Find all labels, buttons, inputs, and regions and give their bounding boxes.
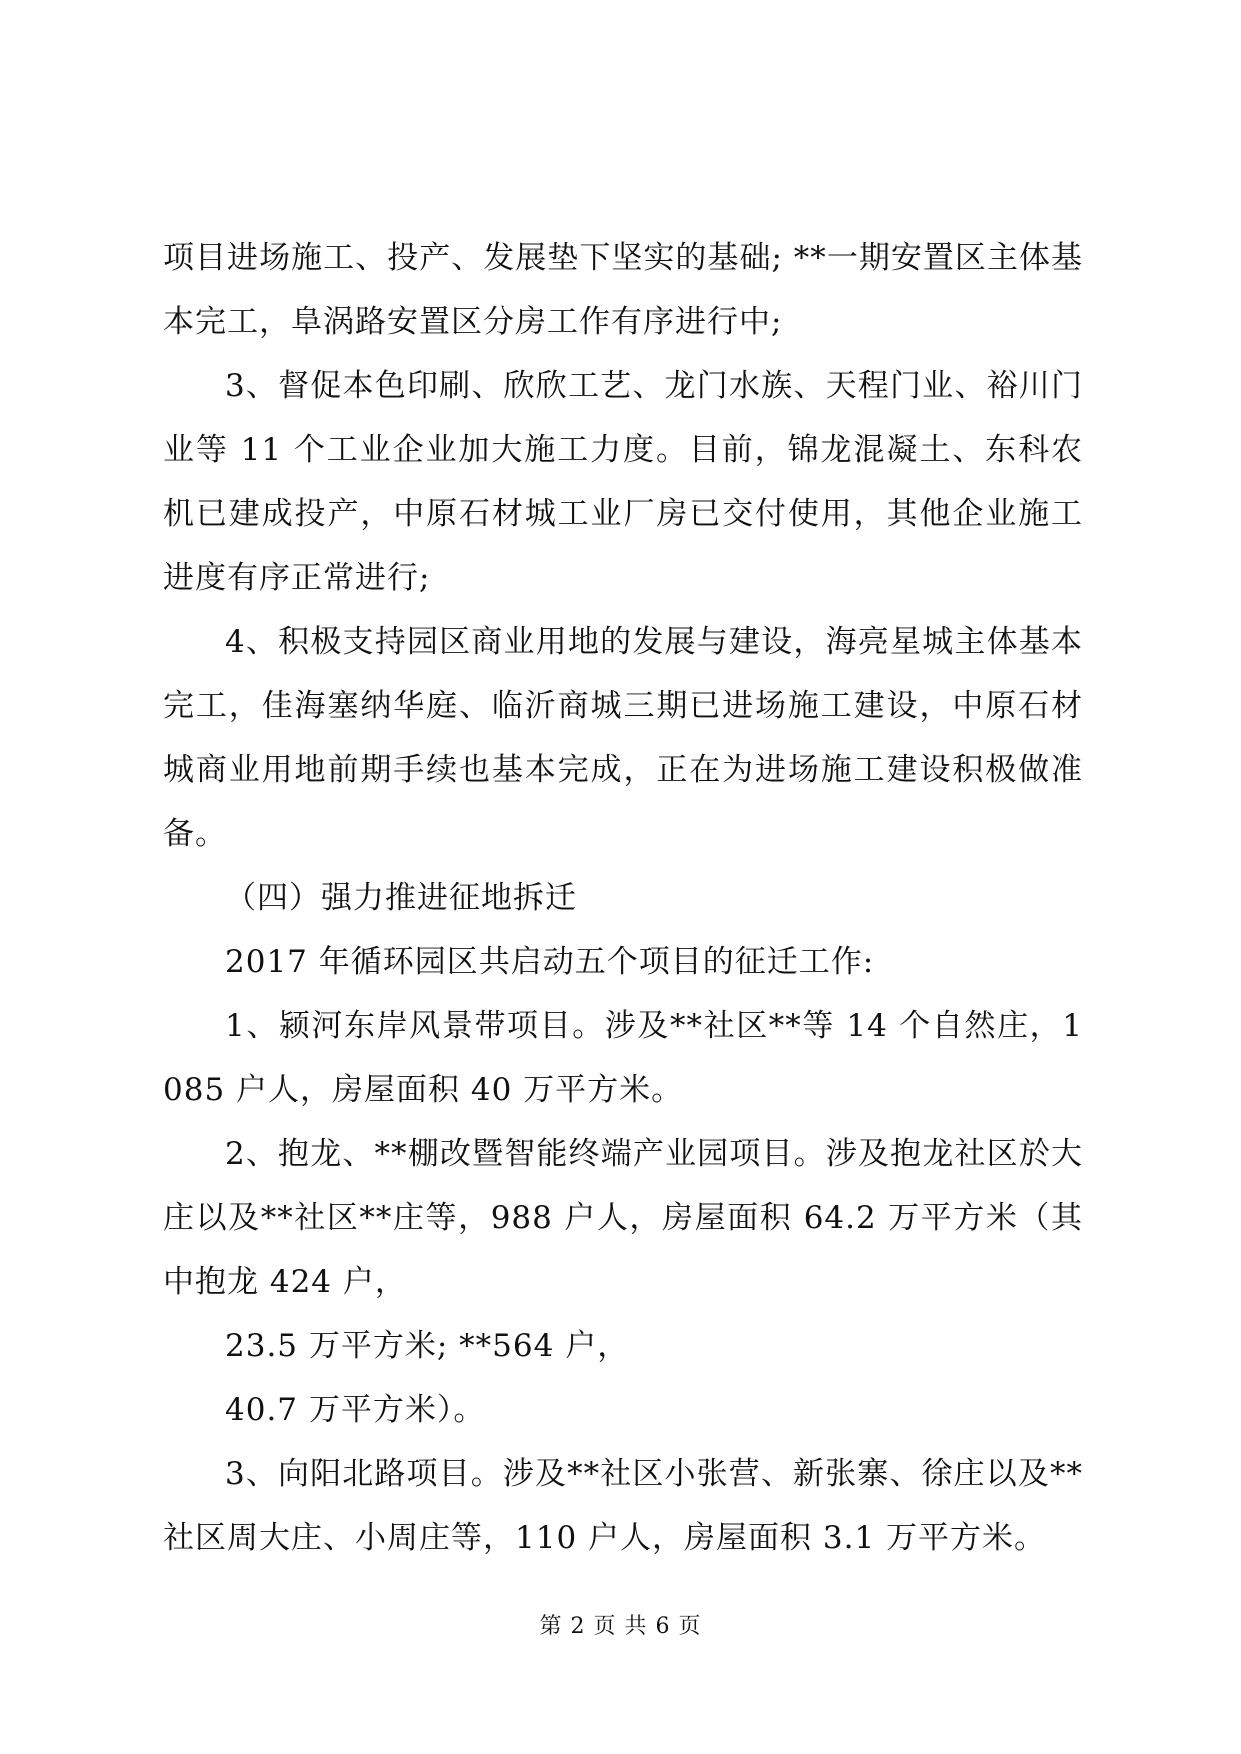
- section-heading: （四）强力推进征地拆迁: [225, 880, 577, 916]
- paragraph-item-4: 4、积极支持园区商业用地的发展与建设，海亮星城主体基本完工，佳海塞纳华庭、临沂商城三期已进场施工建设，中原石材城商业用地前期手续也基本完成，正在为进场施工建设积极做准备。: [163, 624, 1083, 852]
- paragraph-intro: 2017 年循环园区共启动五个项目的征迁工作:: [225, 944, 875, 980]
- document-body: [163, 226, 1083, 1570]
- paragraph-project-2-detail-b: 40.7 万平方米）。: [225, 1392, 486, 1428]
- page-footer: [0, 1612, 1241, 1642]
- paragraph-item-3: 3、督促本色印刷、欣欣工艺、龙门水族、天程门业、裕川门业等 11 个工业企业加大施工力度。目前，锦龙混凝土、东科农机已建成投产，中原石材城工业厂房已交付使用，其他企业施工进度有序正常进行;: [163, 368, 1083, 596]
- page-number-label: 第 2 页 共 6 页: [539, 1614, 702, 1639]
- paragraph-project-2: 2、抱龙、**棚改暨智能终端产业园项目。涉及抱龙社区於大庄以及**社区**庄等，988 户人，房屋面积 64.2 万平方米（其中抱龙 424 户，: [163, 1136, 1083, 1300]
- paragraph-continuation: 项目进场施工、投产、发展垫下坚实的基础; **一期安置区主体基本完工，阜涡路安置区分房工作有序进行中;: [163, 240, 1083, 340]
- paragraph-project-1: 1、颍河东岸风景带项目。涉及**社区**等 14 个自然庄，1085 户人，房屋面积 40 万平方米。: [163, 1008, 1083, 1108]
- paragraph-project-3: 3、向阳北路项目。涉及**社区小张营、新张寨、徐庄以及**社区周大庄、小周庄等，110 户人，房屋面积 3.1 万平方米。: [163, 1456, 1083, 1556]
- paragraph-project-2-detail-a: 23.5 万平方米; **564 户，: [225, 1328, 630, 1364]
